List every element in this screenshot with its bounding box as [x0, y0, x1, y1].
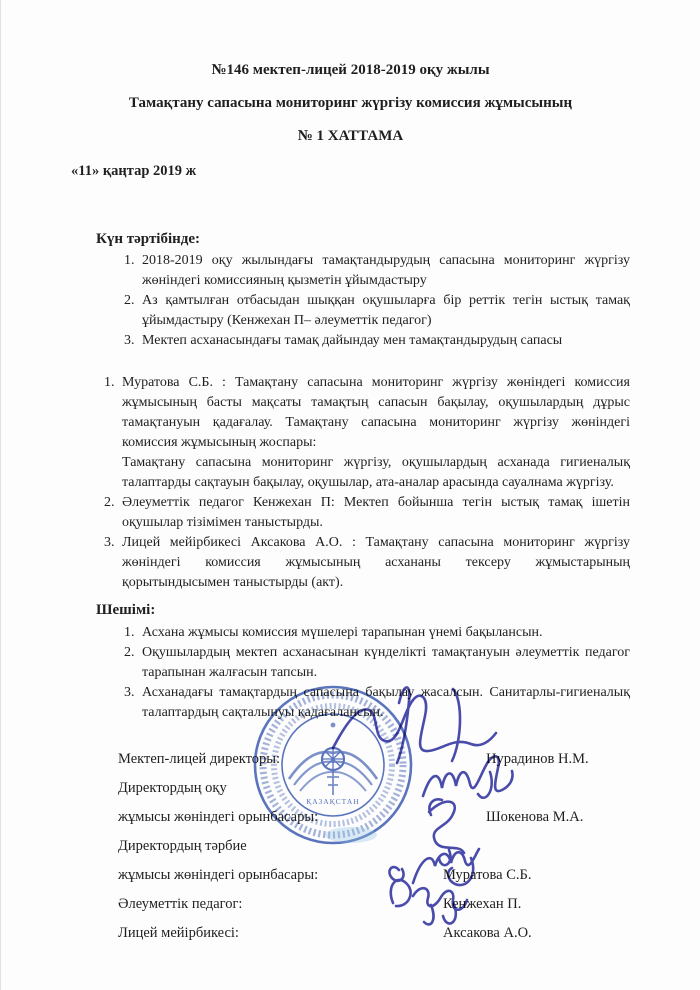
speech-continuation: Тамақтану сапасына мониторинг жүргізу, оқушылардың асханада гигиеналық талаптарды сақтауын бақылау, оқушылар, ата-аналар арасында сауалнама жүргізу.: [122, 455, 630, 490]
document-title-line1: №146 мектеп-лицей 2018-2019 оқу жылы: [211, 62, 490, 78]
agenda-heading: Күн тәртібінде:: [96, 231, 201, 247]
role-label: Әлеуметтік педагог:: [118, 896, 243, 912]
document-content: [1, 0, 700, 954]
role-label: Директордың тәрбие: [118, 838, 247, 854]
agenda-item: 3. Мектеп асханасындағы тамақ дайындау мен тамақтандырудың сапасы: [138, 331, 630, 351]
decision-item: 2. Оқушылардың мектеп асханасынан күнделікті тамақтануын әлеуметтік педагог тарапынан жалғасын тапсын.: [138, 643, 630, 683]
decision-heading: Шешімі:: [96, 602, 156, 618]
signature-row: [71, 867, 630, 896]
signature-row: [71, 838, 630, 867]
agenda-item: 1. 2018-2019 оқу жылындағы тамақтандырудың сапасына мониторинг жүргізу жөніндегі комиссияның қызметін ұйымдастыру: [138, 251, 630, 291]
signature-row: [71, 809, 630, 838]
role-label: жұмысы жөніндегі орынбасары:: [118, 809, 319, 825]
role-label: Директордың оқу: [118, 780, 227, 796]
speeches-list: [71, 373, 630, 593]
signatory-name: Кенжехан П.: [443, 896, 522, 912]
signature-block: [71, 751, 630, 954]
signature-row: [71, 896, 630, 925]
signatory-name: Муратова С.Б.: [443, 867, 532, 883]
signature-row: [71, 751, 630, 780]
signatory-name: Аксакова А.О.: [443, 925, 532, 941]
agenda-list: [71, 251, 630, 351]
signature-row: [71, 780, 630, 809]
speech-item: [118, 373, 630, 493]
speech-text: Муратова С.Б. : Тамақтану сапасына мониторинг жүргізу жөніндегі комиссия жұмысының басты мақсаты тамақтың сапасын бақылау, оқушылардың дұрыс тамақтануын қадағалау. Тамақтану сапасына мониторинг жүргізу жөніндегі комиссия жұмысының жоспары:: [122, 375, 630, 450]
decision-item: 3. Асханадағы тамақтардың сапасына бақылау жасалсын. Санитарлы-гигиеналық талаптардың сақталынуы қадағалансын.: [138, 683, 630, 723]
signatory-name: Нурадинов Н.М.: [486, 751, 589, 767]
role-label: жұмысы жөніндегі орынбасары:: [118, 867, 319, 883]
decision-item: 1. Асхана жұмысы комиссия мүшелері тарапынан үнемі бақылансын.: [138, 623, 630, 643]
document-title-line3: № 1 ХАТТАМА: [297, 128, 404, 144]
decision-list: [71, 623, 630, 723]
signature-row: [71, 925, 630, 954]
document-title-line2: Тамақтану сапасына мониторинг жүргізу комиссия жұмысының: [128, 95, 573, 111]
signatory-name: Шокенова М.А.: [486, 809, 584, 825]
speech-item: 2. Әлеуметтік педагог Кенжехан П: Мектеп бойынша тегін ыстық тамақ ішетін оқушылар тізімімен таныстырды.: [118, 493, 630, 533]
role-label: Мектеп-лицей директоры:: [118, 751, 281, 767]
agenda-item: 2. Аз қамтылған отбасыдан шыққан оқушыларға бір реттік тегін ыстық тамақ ұйымдастыру (Кенжехан П– әлеуметтік педагог): [138, 291, 630, 331]
stamp-banner-text: ҚАЗАҚСТАН: [306, 797, 360, 806]
document-date: «11» қаңтар 2019 ж: [71, 163, 197, 179]
speech-item: 3. Лицей мейірбикесі Аксакова А.О. : Тамақтану сапасына мониторинг жүргізу жөніндегі комиссия жұмысының асхананы тексеру жұмыстарының қорытындысымен таныстырды (акт).: [118, 533, 630, 593]
role-label: Лицей мейірбикесі:: [118, 925, 239, 941]
